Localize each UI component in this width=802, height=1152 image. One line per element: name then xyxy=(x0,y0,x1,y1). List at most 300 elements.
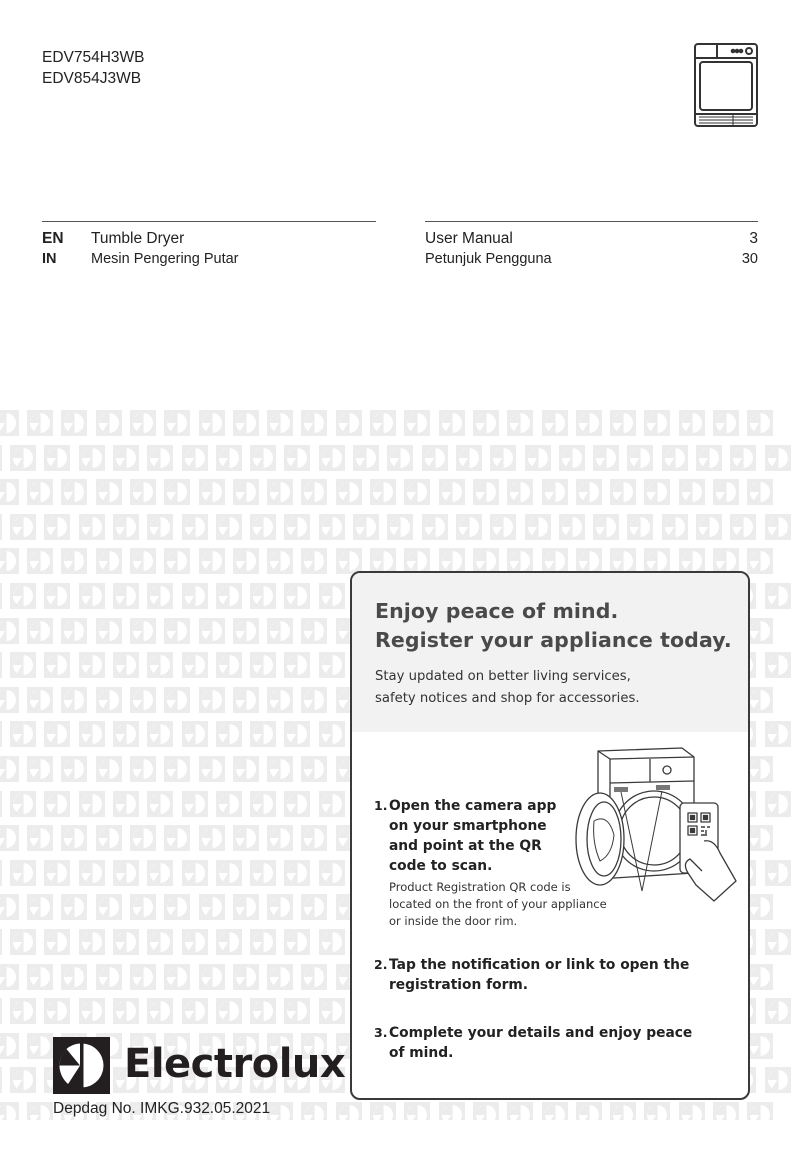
toc-row-en xyxy=(42,228,376,249)
logo-tile-icon xyxy=(507,1102,533,1120)
logo-tile-icon xyxy=(130,894,156,920)
logo-tile-icon xyxy=(96,894,122,920)
logo-tile-icon xyxy=(336,479,362,505)
logo-tile-icon xyxy=(79,791,105,817)
logo-tile-icon xyxy=(0,756,19,782)
logo-tile-icon xyxy=(199,894,225,920)
logo-tile-icon xyxy=(182,998,208,1024)
logo-tile-icon xyxy=(0,894,19,920)
logo-tile-icon xyxy=(267,479,293,505)
logo-tile-icon xyxy=(747,756,773,782)
logo-tile-icon xyxy=(27,687,53,713)
logo-tile-icon xyxy=(182,791,208,817)
logo-tile-icon xyxy=(27,618,53,644)
logo-tile-icon xyxy=(301,756,327,782)
logo-tile-icon xyxy=(284,721,310,747)
logo-tile-icon xyxy=(79,652,105,678)
logo-tile-icon xyxy=(490,445,516,471)
logo-tile-icon xyxy=(765,721,791,747)
logo-tile-icon xyxy=(267,410,293,436)
logo-tile-icon xyxy=(747,825,773,851)
note-line: Product Registration QR code is xyxy=(389,880,571,894)
logo-tile-icon xyxy=(559,514,585,540)
logo-tile-icon xyxy=(0,583,2,609)
logo-tile-icon xyxy=(147,583,173,609)
logo-tile-icon xyxy=(319,445,345,471)
logo-tile-icon xyxy=(679,1102,705,1120)
logo-tile-icon xyxy=(0,825,19,851)
logo-tile-icon xyxy=(473,479,499,505)
logo-tile-icon xyxy=(0,998,2,1024)
logo-tile-icon xyxy=(216,860,242,886)
logo-tile-icon xyxy=(747,1102,773,1120)
logo-tile-icon xyxy=(61,756,87,782)
logo-tile-icon xyxy=(182,721,208,747)
logo-tile-icon xyxy=(422,445,448,471)
logo-tile-icon xyxy=(559,445,585,471)
logo-tile-icon xyxy=(61,479,87,505)
logo-tile-icon xyxy=(301,548,327,574)
logo-tile-icon xyxy=(182,652,208,678)
logo-tile-icon xyxy=(319,652,345,678)
divider xyxy=(42,221,376,222)
logo-tile-icon xyxy=(387,514,413,540)
logo-tile-icon xyxy=(216,445,242,471)
logo-tile-icon xyxy=(44,445,70,471)
logo-tile-icon xyxy=(79,583,105,609)
logo-tile-icon xyxy=(439,410,465,436)
logo-tile-icon xyxy=(713,410,739,436)
logo-tile-icon xyxy=(113,998,139,1024)
logo-tile-icon xyxy=(301,964,327,990)
logo-tile-icon xyxy=(319,583,345,609)
logo-tile-icon xyxy=(216,791,242,817)
logo-tile-icon xyxy=(44,721,70,747)
logo-tile-icon xyxy=(284,652,310,678)
logo-tile-icon xyxy=(147,445,173,471)
logo-tile-icon xyxy=(284,514,310,540)
logo-tile-icon xyxy=(0,929,2,955)
logo-tile-icon xyxy=(267,687,293,713)
step-text: of mind. xyxy=(389,1045,454,1061)
electrolux-logo-mark-icon xyxy=(53,1037,110,1094)
subtext xyxy=(375,666,748,710)
logo-tile-icon xyxy=(696,445,722,471)
logo-tile-icon xyxy=(27,894,53,920)
washer-and-phone-qr-illustration xyxy=(564,743,744,903)
logo-tile-icon xyxy=(164,618,190,644)
logo-tile-icon xyxy=(113,514,139,540)
logo-tile-icon xyxy=(250,583,276,609)
step-number: 2. xyxy=(374,957,388,972)
model-number: EDV854J3WB xyxy=(42,70,142,87)
subtext-line: safety notices and shop for accessories. xyxy=(375,691,640,706)
tumble-dryer-icon xyxy=(693,42,759,128)
logo-tile-icon xyxy=(644,410,670,436)
logo-tile-icon xyxy=(233,964,259,990)
logo-tile-icon xyxy=(10,998,36,1024)
language-code: IN xyxy=(42,251,57,267)
logo-tile-icon xyxy=(44,929,70,955)
logo-tile-icon xyxy=(147,791,173,817)
logo-tile-icon xyxy=(576,410,602,436)
logo-tile-icon xyxy=(319,514,345,540)
logo-tile-icon xyxy=(542,1102,568,1120)
logo-tile-icon xyxy=(0,860,2,886)
logo-tile-icon xyxy=(96,825,122,851)
logo-tile-icon xyxy=(61,410,87,436)
logo-tile-icon xyxy=(10,791,36,817)
logo-tile-icon xyxy=(44,514,70,540)
logo-tile-icon xyxy=(610,1102,636,1120)
model-numbers xyxy=(42,47,145,89)
logo-tile-icon xyxy=(130,687,156,713)
logo-tile-icon xyxy=(747,410,773,436)
logo-tile-icon xyxy=(404,410,430,436)
logo-tile-icon xyxy=(44,791,70,817)
logo-tile-icon xyxy=(79,860,105,886)
headline xyxy=(375,597,748,655)
logo-tile-icon xyxy=(301,687,327,713)
logo-tile-icon xyxy=(404,1102,430,1120)
step-text: code to scan. xyxy=(389,858,493,874)
logo-tile-icon xyxy=(593,514,619,540)
logo-tile-icon xyxy=(61,964,87,990)
logo-tile-icon xyxy=(199,825,225,851)
headline-line: Enjoy peace of mind. xyxy=(375,599,619,623)
logo-tile-icon xyxy=(130,479,156,505)
logo-tile-icon xyxy=(387,445,413,471)
page-number: 30 xyxy=(741,251,758,267)
logo-tile-icon xyxy=(473,1102,499,1120)
logo-tile-icon xyxy=(747,479,773,505)
logo-tile-icon xyxy=(147,514,173,540)
logo-tile-icon xyxy=(0,652,2,678)
logo-tile-icon xyxy=(747,548,773,574)
registration-card xyxy=(350,571,750,1100)
logo-tile-icon xyxy=(233,410,259,436)
logo-tile-icon xyxy=(27,410,53,436)
logo-tile-icon xyxy=(747,1033,773,1059)
logo-tile-icon xyxy=(284,445,310,471)
step-text: Complete your details and enjoy peace xyxy=(389,1025,693,1041)
logo-tile-icon xyxy=(267,756,293,782)
logo-tile-icon xyxy=(113,445,139,471)
electrolux-logo xyxy=(53,1037,346,1095)
step-text: registration form. xyxy=(389,977,529,993)
logo-tile-icon xyxy=(113,721,139,747)
logo-tile-icon xyxy=(284,998,310,1024)
logo-tile-icon xyxy=(301,1102,327,1120)
logo-tile-icon xyxy=(27,1102,53,1120)
logo-tile-icon xyxy=(301,410,327,436)
logo-tile-icon xyxy=(79,929,105,955)
logo-tile-icon xyxy=(27,548,53,574)
logo-tile-icon xyxy=(199,964,225,990)
logo-tile-icon xyxy=(27,964,53,990)
logo-tile-icon xyxy=(644,479,670,505)
logo-tile-icon xyxy=(370,410,396,436)
logo-tile-icon xyxy=(0,445,2,471)
logo-tile-icon xyxy=(301,894,327,920)
logo-tile-icon xyxy=(216,652,242,678)
logo-tile-icon xyxy=(319,998,345,1024)
logo-tile-icon xyxy=(696,514,722,540)
logo-tile-icon xyxy=(44,998,70,1024)
logo-tile-icon xyxy=(610,410,636,436)
step-1 xyxy=(374,796,574,876)
product-name: Tumble Dryer xyxy=(91,230,185,247)
logo-tile-icon xyxy=(130,548,156,574)
card-header xyxy=(352,573,748,732)
logo-tile-icon xyxy=(525,514,551,540)
logo-tile-icon xyxy=(164,825,190,851)
logo-tile-icon xyxy=(27,479,53,505)
logo-tile-icon xyxy=(182,860,208,886)
step-2 xyxy=(374,955,734,995)
logo-tile-icon xyxy=(679,410,705,436)
toc-entry-petunjuk-pengguna[interactable] xyxy=(425,249,758,270)
logo-tile-icon xyxy=(765,929,791,955)
logo-tile-icon xyxy=(250,929,276,955)
logo-tile-icon xyxy=(507,410,533,436)
logo-tile-icon xyxy=(0,1102,19,1120)
logo-tile-icon xyxy=(44,583,70,609)
logo-tile-icon xyxy=(147,998,173,1024)
logo-tile-icon xyxy=(250,998,276,1024)
logo-tile-icon xyxy=(713,1102,739,1120)
logo-tile-icon xyxy=(765,791,791,817)
logo-tile-icon xyxy=(490,514,516,540)
logo-tile-icon xyxy=(301,479,327,505)
logo-tile-icon xyxy=(10,514,36,540)
logo-tile-icon xyxy=(0,964,19,990)
logo-tile-icon xyxy=(0,479,19,505)
logo-tile-icon xyxy=(713,479,739,505)
logo-tile-icon xyxy=(422,514,448,540)
logo-tile-icon xyxy=(267,618,293,644)
logo-tile-icon xyxy=(96,687,122,713)
logo-tile-icon xyxy=(147,860,173,886)
logo-tile-icon xyxy=(233,618,259,644)
logo-tile-icon xyxy=(267,894,293,920)
note-line: located on the front of your appliance xyxy=(389,897,607,911)
step-text: Open the camera app xyxy=(389,798,557,814)
document-title: User Manual xyxy=(425,230,513,247)
logo-tile-icon xyxy=(10,860,36,886)
logo-tile-icon xyxy=(747,687,773,713)
divider xyxy=(425,221,758,222)
logo-tile-icon xyxy=(765,583,791,609)
logo-tile-icon xyxy=(0,514,2,540)
logo-tile-icon xyxy=(233,687,259,713)
logo-tile-icon xyxy=(164,479,190,505)
logo-tile-icon xyxy=(507,479,533,505)
step-text: on your smartphone xyxy=(389,818,547,834)
logo-tile-icon xyxy=(10,721,36,747)
logo-tile-icon xyxy=(96,964,122,990)
logo-tile-icon xyxy=(679,479,705,505)
logo-tile-icon xyxy=(216,929,242,955)
model-number: EDV754H3WB xyxy=(42,49,145,66)
logo-tile-icon xyxy=(164,894,190,920)
logo-tile-icon xyxy=(113,929,139,955)
logo-tile-icon xyxy=(147,721,173,747)
logo-tile-icon xyxy=(61,687,87,713)
logo-tile-icon xyxy=(147,929,173,955)
logo-tile-icon xyxy=(644,1102,670,1120)
step-number: 1. xyxy=(374,798,388,813)
logo-tile-icon xyxy=(627,445,653,471)
logo-tile-icon xyxy=(27,756,53,782)
logo-tile-icon xyxy=(130,618,156,644)
logo-tile-icon xyxy=(0,791,2,817)
logo-tile-icon xyxy=(147,652,173,678)
subtext-line: Stay updated on better living services, xyxy=(375,669,631,684)
logo-tile-icon xyxy=(130,825,156,851)
logo-tile-icon xyxy=(576,1102,602,1120)
logo-tile-icon xyxy=(10,652,36,678)
step-text: and point at the QR xyxy=(389,838,542,854)
logo-tile-icon xyxy=(113,652,139,678)
headline-line: Register your appliance today. xyxy=(375,628,732,652)
logo-tile-icon xyxy=(319,721,345,747)
logo-tile-icon xyxy=(199,479,225,505)
logo-tile-icon xyxy=(61,548,87,574)
logo-tile-icon xyxy=(79,998,105,1024)
logo-tile-icon xyxy=(747,894,773,920)
logo-tile-icon xyxy=(182,929,208,955)
logo-tile-icon xyxy=(10,583,36,609)
logo-tile-icon xyxy=(336,1102,362,1120)
logo-tile-icon xyxy=(0,687,19,713)
logo-tile-icon xyxy=(267,1102,293,1120)
logo-tile-icon xyxy=(27,1033,53,1059)
product-name: Mesin Pengering Putar xyxy=(91,251,239,267)
logo-tile-icon xyxy=(456,514,482,540)
logo-tile-icon xyxy=(456,445,482,471)
logo-tile-icon xyxy=(730,514,756,540)
logo-tile-icon xyxy=(216,721,242,747)
logo-tile-icon xyxy=(44,652,70,678)
logo-tile-icon xyxy=(233,894,259,920)
logo-tile-icon xyxy=(27,825,53,851)
logo-tile-icon xyxy=(233,548,259,574)
logo-tile-icon xyxy=(61,825,87,851)
logo-tile-icon xyxy=(765,445,791,471)
logo-tile-icon xyxy=(610,479,636,505)
logo-tile-icon xyxy=(96,410,122,436)
logo-tile-icon xyxy=(250,860,276,886)
logo-tile-icon xyxy=(267,825,293,851)
logo-tile-icon xyxy=(542,479,568,505)
logo-tile-icon xyxy=(233,479,259,505)
logo-tile-icon xyxy=(96,618,122,644)
page-number: 3 xyxy=(749,230,758,247)
registration-number: Depdag No. IMKG.932.05.2021 xyxy=(53,1100,271,1117)
logo-tile-icon xyxy=(79,721,105,747)
logo-tile-icon xyxy=(0,410,19,436)
logo-tile-icon xyxy=(216,998,242,1024)
logo-tile-icon xyxy=(319,860,345,886)
logo-tile-icon xyxy=(199,618,225,644)
logo-tile-icon xyxy=(113,583,139,609)
logo-tile-icon xyxy=(199,548,225,574)
toc-row-in xyxy=(42,249,376,270)
logo-tile-icon xyxy=(0,721,2,747)
logo-tile-icon xyxy=(164,756,190,782)
note-line: or inside the door rim. xyxy=(389,914,518,928)
logo-tile-icon xyxy=(370,479,396,505)
logo-tile-icon xyxy=(113,791,139,817)
logo-tile-icon xyxy=(662,445,688,471)
logo-tile-icon xyxy=(182,445,208,471)
toc-right xyxy=(425,221,758,270)
brand-wordmark: Electrolux xyxy=(124,1041,346,1087)
logo-tile-icon xyxy=(765,998,791,1024)
logo-tile-icon xyxy=(353,445,379,471)
logo-tile-icon xyxy=(250,652,276,678)
logo-tile-icon xyxy=(79,514,105,540)
logo-tile-icon xyxy=(542,410,568,436)
logo-tile-icon xyxy=(199,687,225,713)
logo-tile-icon xyxy=(765,652,791,678)
logo-tile-icon xyxy=(182,583,208,609)
logo-tile-icon xyxy=(301,825,327,851)
logo-tile-icon xyxy=(0,1067,2,1093)
logo-tile-icon xyxy=(525,445,551,471)
logo-tile-icon xyxy=(336,410,362,436)
logo-tile-icon xyxy=(96,548,122,574)
logo-tile-icon xyxy=(284,860,310,886)
step-3 xyxy=(374,1023,734,1063)
logo-tile-icon xyxy=(79,445,105,471)
logo-tile-icon xyxy=(319,791,345,817)
logo-tile-icon xyxy=(439,1102,465,1120)
logo-tile-icon xyxy=(250,721,276,747)
logo-tile-icon xyxy=(164,548,190,574)
logo-tile-icon xyxy=(662,514,688,540)
logo-tile-icon xyxy=(250,514,276,540)
logo-tile-icon xyxy=(473,410,499,436)
logo-tile-icon xyxy=(284,791,310,817)
logo-tile-icon xyxy=(765,1067,791,1093)
logo-tile-icon xyxy=(130,410,156,436)
logo-tile-icon xyxy=(319,929,345,955)
logo-tile-icon xyxy=(199,756,225,782)
logo-tile-icon xyxy=(61,618,87,644)
logo-tile-icon xyxy=(199,410,225,436)
toc-entry-user-manual[interactable] xyxy=(425,228,758,249)
logo-tile-icon xyxy=(301,618,327,644)
logo-tile-icon xyxy=(113,860,139,886)
logo-tile-icon xyxy=(730,445,756,471)
step-number: 3. xyxy=(374,1025,388,1040)
logo-tile-icon xyxy=(61,894,87,920)
language-code: EN xyxy=(42,230,64,247)
logo-tile-icon xyxy=(10,445,36,471)
logo-tile-icon xyxy=(0,618,19,644)
logo-tile-icon xyxy=(130,964,156,990)
logo-tile-icon xyxy=(0,548,19,574)
logo-tile-icon xyxy=(267,964,293,990)
logo-tile-icon xyxy=(0,1033,19,1059)
logo-tile-icon xyxy=(216,514,242,540)
logo-tile-icon xyxy=(747,618,773,644)
logo-tile-icon xyxy=(765,514,791,540)
logo-tile-icon xyxy=(164,964,190,990)
logo-tile-icon xyxy=(10,1067,36,1093)
